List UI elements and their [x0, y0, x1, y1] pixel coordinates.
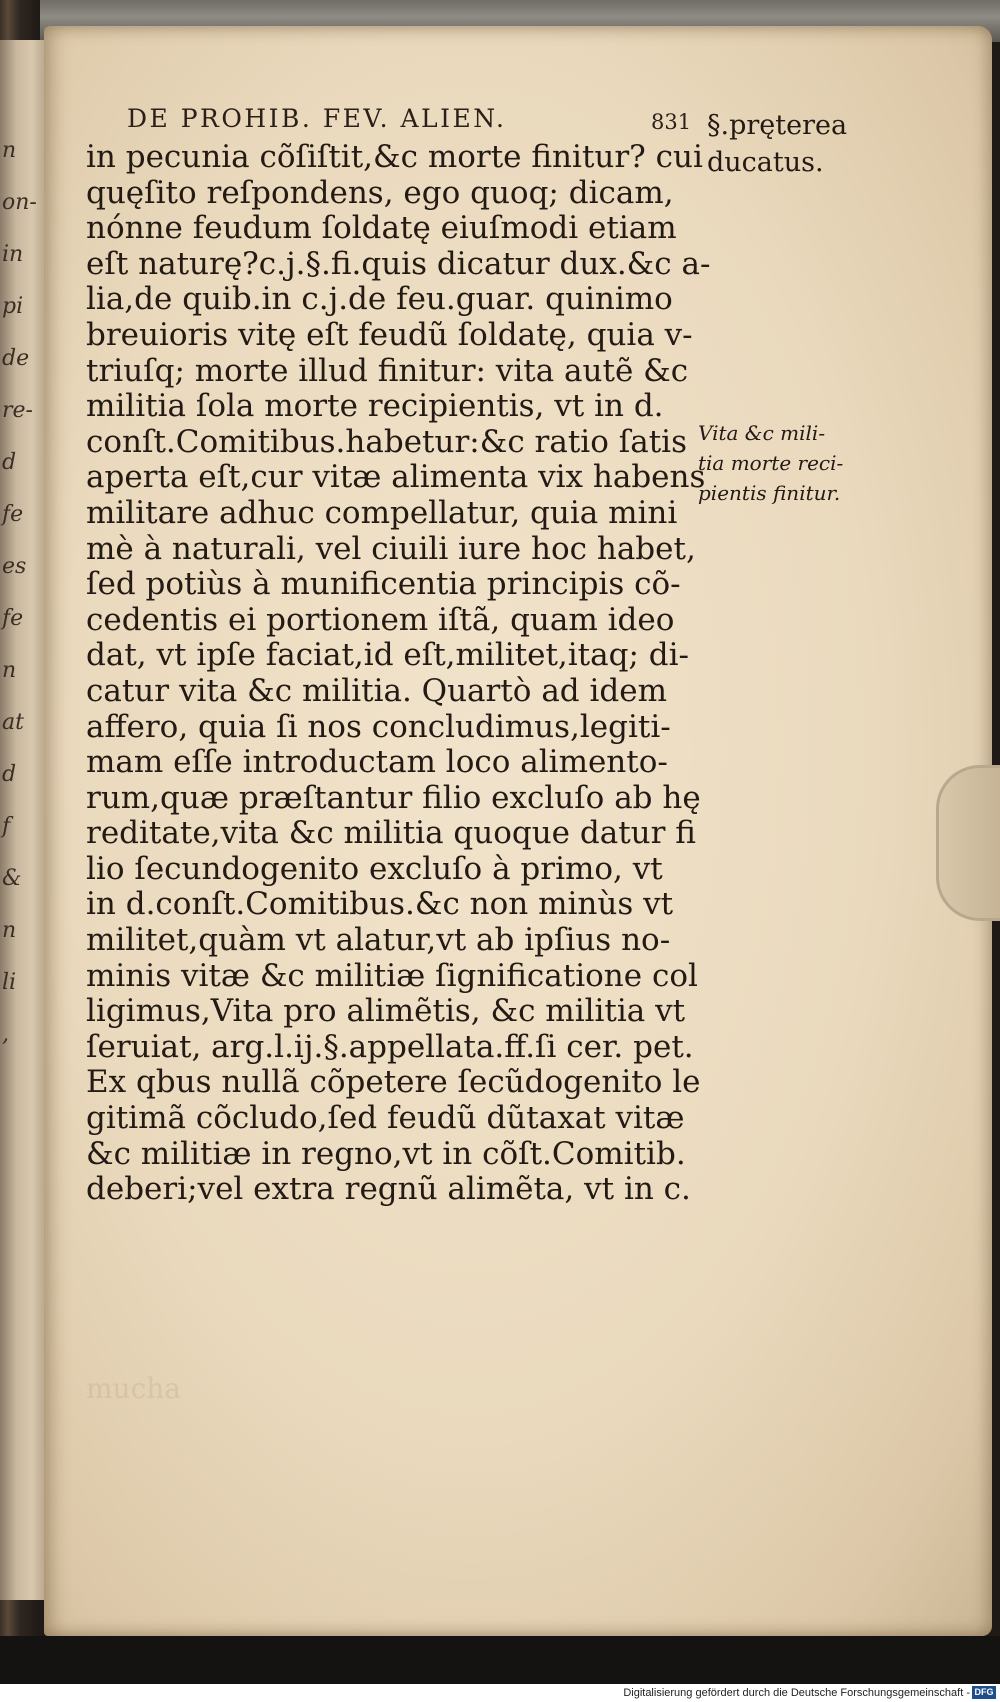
- text-line: aperta eſt,cur vitæ alimenta vix habens: [86, 459, 706, 496]
- text-line: dat, vt ipſe faciat,id eſt,militet,itaq; di-: [86, 637, 690, 674]
- previous-page-fragment: d: [2, 762, 17, 787]
- margin-note-pretera: [707, 107, 847, 181]
- scan-bottom-border: [0, 1636, 1000, 1684]
- previous-page-fragment: n: [2, 138, 17, 163]
- body-text: [86, 139, 711, 1208]
- text-line: affero, quia ſi nos concludimus,legiti-: [86, 708, 671, 745]
- text-line: militet,quàm vt alatur,vt ab ipſius no-: [86, 922, 671, 959]
- text-line: ſed potiùs à munificentia principis cõ-: [86, 566, 681, 603]
- text-line: ſeruiat, arg.l.ij.§.appellata.ff.ſi cer. pet.: [86, 1028, 694, 1065]
- text-line: triuſq; morte illud finitur: vita autẽ &c: [86, 352, 689, 389]
- text-line: rum,quæ præſtantur filio excluſo ab hę: [86, 779, 701, 816]
- text-line: ligimus,Vita pro alimẽtis, &c militia vt: [86, 993, 686, 1030]
- text-line: gitimã cõcludo,ſed feudũ dũtaxat vitæ: [86, 1100, 685, 1137]
- margin-note-line: pientis finitur.: [698, 481, 841, 505]
- previous-page-fragment: f: [2, 814, 11, 839]
- running-head: DE PROHIB. FEV. ALIEN.: [127, 104, 507, 133]
- previous-page-fragment: n: [2, 918, 17, 943]
- text-line: eſt naturę?c.j.§.fi.quis dicatur dux.&c a-: [86, 245, 711, 282]
- text-line: &c militiæ in regno,vt in cõſt.Comitib.: [86, 1135, 686, 1172]
- previous-page-fragment: de: [2, 346, 30, 371]
- offset-trace: mucha: [86, 1372, 181, 1405]
- margin-note-line: §.pręterea: [707, 110, 848, 141]
- text-line: in d.conſt.Comitibus.&c non minùs vt: [86, 886, 674, 923]
- text-line: lio ſecundogenito excluſo à primo, vt: [86, 850, 663, 887]
- margin-note-vita-militia: [698, 418, 843, 508]
- previous-page-fragment: &: [2, 866, 22, 891]
- text-line: deberi;vel extra regnũ alimẽta, vt in c.: [86, 1171, 691, 1208]
- dfg-logo: DFG: [972, 1686, 996, 1699]
- text-line: reditate,vita &c militia quoque datur fi: [86, 815, 696, 852]
- previous-page-fragment: d: [2, 450, 17, 475]
- text-line: cedentis ei portionem iſtã, quam ideo: [86, 601, 675, 638]
- text-line: conſt.Comitibus.habetur:&c ratio ſatis: [86, 423, 687, 460]
- text-line: Ex qbus nullã cõpetere ſecũdogenito le: [86, 1064, 701, 1101]
- previous-page-fragment: es: [2, 554, 27, 579]
- previous-page-fragment: n: [2, 658, 17, 683]
- margin-note-line: tia morte reci-: [698, 451, 844, 475]
- previous-page-fragment: at: [2, 710, 24, 735]
- text-line: in pecunia cõſiſtit,&c morte finitur? cui: [86, 139, 703, 175]
- previous-page-fragment: pi: [2, 294, 24, 319]
- previous-page-fragment: ,: [2, 1022, 9, 1047]
- margin-note-line: ducatus.: [707, 147, 824, 178]
- text-line: catur vita &c militia. Quartò ad idem: [86, 672, 668, 709]
- text-line: lia,de quib.in c.j.de feu.guar. quinimo: [86, 281, 673, 318]
- page-number: 831: [651, 110, 692, 134]
- text-line: mam eſſe introductam loco alimento-: [86, 744, 668, 781]
- previous-page-fragment: li: [2, 970, 17, 995]
- book-clasp: [936, 765, 1000, 921]
- previous-page-fragment: fe: [2, 502, 24, 527]
- text-line: mè à naturali, vel ciuili iure hoc habet,: [86, 530, 696, 567]
- text-line: militare adhuc compellatur, quia mini: [86, 494, 678, 531]
- previous-page-fragment: in: [2, 242, 24, 267]
- previous-page-fragment: on-: [2, 190, 37, 215]
- previous-page-fragment: fe: [2, 606, 24, 631]
- text-line: breuioris vitę eſt feudũ ſoldatę, quia v-: [86, 316, 693, 353]
- margin-note-line: Vita &c mili-: [698, 421, 826, 445]
- funding-credit: Digitalisierung gefördert durch die Deutsche Forschungsgemeinschaft -: [623, 1687, 970, 1699]
- previous-page-fragment: re-: [2, 398, 33, 423]
- previous-page-edge: [0, 40, 46, 1600]
- text-line: quęſito reſpondens, ego quoq; dicam,: [86, 174, 674, 211]
- text-line: nónne feudum ſoldatę eiuſmodi etiam: [86, 210, 677, 247]
- text-line: minis vitæ &c militiæ ſignificatione col: [86, 957, 698, 994]
- text-line: militia ſola morte recipientis, vt in d.: [86, 388, 664, 425]
